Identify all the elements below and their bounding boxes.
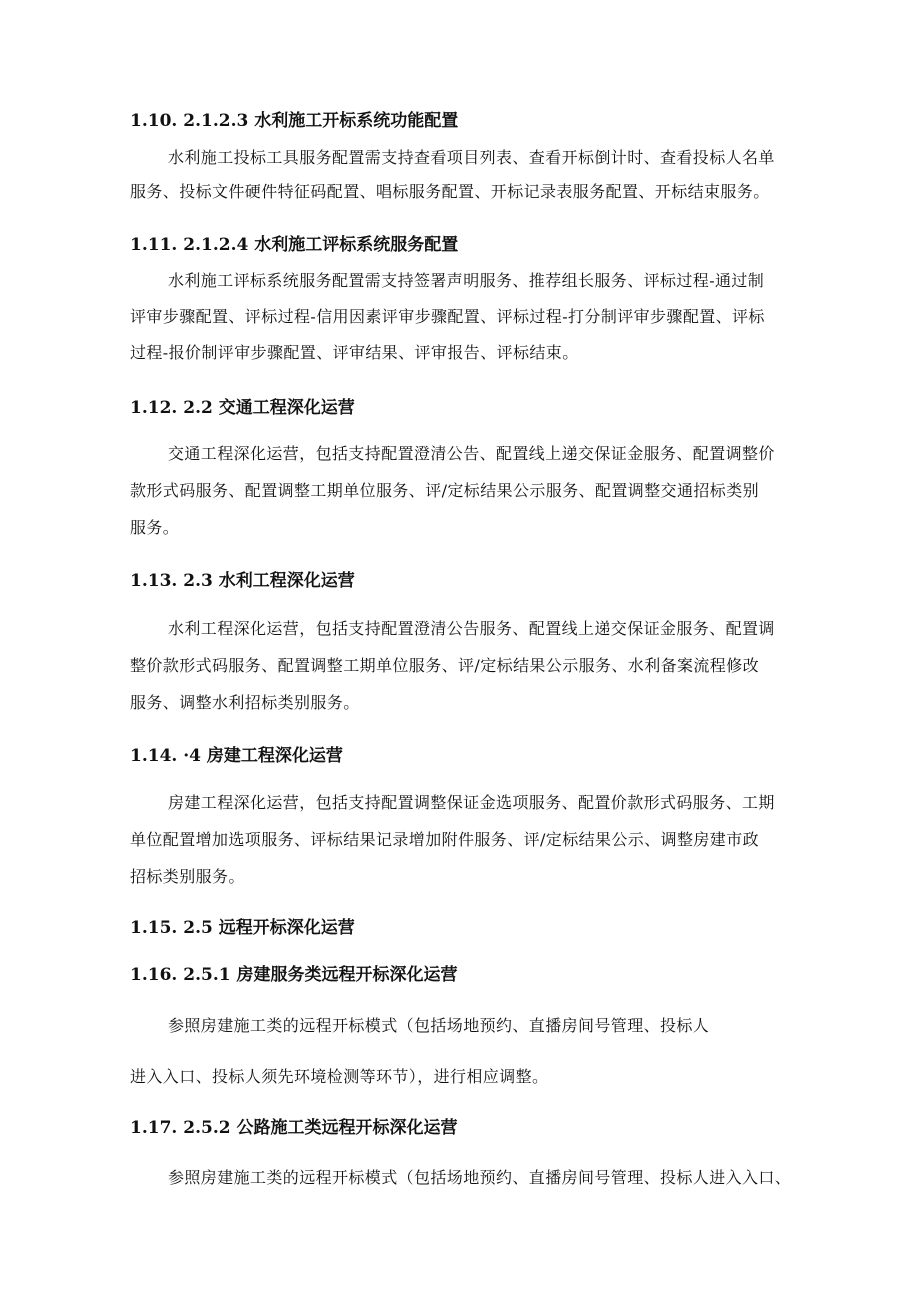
paragraph-line: 服务。	[130, 518, 180, 537]
paragraph-line: 整价款形式码服务、配置调整工期单位服务、评/定标结果公示服务、水利备案流程修改	[130, 656, 759, 675]
section-heading-1-13: 1.13. 2.3 水利工程深化运营	[130, 571, 355, 591]
paragraph-line: 评审步骤配置、评标过程-信用因素评审步骤配置、评标过程-打分制评审步骤配置、评标	[130, 307, 765, 326]
section-heading-1-15: 1.15. 2.5 远程开标深化运营	[130, 918, 355, 938]
paragraph-line: 服务、投标文件硬件特征码配置、唱标服务配置、开标记录表服务配置、开标结束服务。	[130, 182, 770, 201]
section-heading-1-17: 1.17. 2.5.2 公路施工类远程开标深化运营	[130, 1118, 458, 1138]
section-heading-1-14: 1.14. ·4 房建工程深化运营	[130, 746, 343, 766]
paragraph-line: 交通工程深化运营，包括支持配置澄清公告、配置线上递交保证金服务、配置调整价	[168, 444, 775, 463]
section-heading-1-10: 1.10. 2.1.2.3 水利施工开标系统功能配置	[130, 111, 459, 131]
section-heading-1-16: 1.16. 2.5.1 房建服务类远程开标深化运营	[130, 965, 458, 985]
paragraph-line: 服务、调整水利招标类别服务。	[130, 693, 360, 712]
section-heading-1-11: 1.11. 2.1.2.4 水利施工评标系统服务配置	[130, 235, 459, 255]
paragraph-line: 水利施工投标工具服务配置需支持查看项目列表、查看开标倒计时、查看投标人名单	[168, 148, 775, 167]
paragraph-line: 房建工程深化运营，包括支持配置调整保证金选项服务、配置价款形式码服务、工期	[168, 793, 775, 812]
paragraph-line: 参照房建施工类的远程开标模式（包括场地预约、直播房间号管理、投标人进入入口、	[168, 1168, 792, 1187]
paragraph-line: 水利工程深化运营，包括支持配置澄清公告服务、配置线上递交保证金服务、配置调	[168, 619, 775, 638]
paragraph-line: 过程-报价制评审步骤配置、评审结果、评审报告、评标结束。	[130, 343, 579, 362]
paragraph-line: 参照房建施工类的远程开标模式（包括场地预约、直播房间号管理、投标人	[168, 1016, 710, 1035]
paragraph-line: 单位配置增加选项服务、评标结果记录增加附件服务、评/定标结果公示、调整房建市政	[130, 830, 759, 849]
section-heading-1-12: 1.12. 2.2 交通工程深化运营	[130, 398, 355, 418]
paragraph-line: 款形式码服务、配置调整工期单位服务、评/定标结果公示服务、配置调整交通招标类别	[130, 481, 759, 500]
paragraph-line: 招标类别服务。	[130, 867, 245, 886]
paragraph-line: 进入入口、投标人须先环境检测等环节），进行相应调整。	[130, 1067, 549, 1086]
paragraph-line: 水利施工评标系统服务配置需支持签署声明服务、推荐组长服务、评标过程-通过制	[168, 271, 765, 290]
